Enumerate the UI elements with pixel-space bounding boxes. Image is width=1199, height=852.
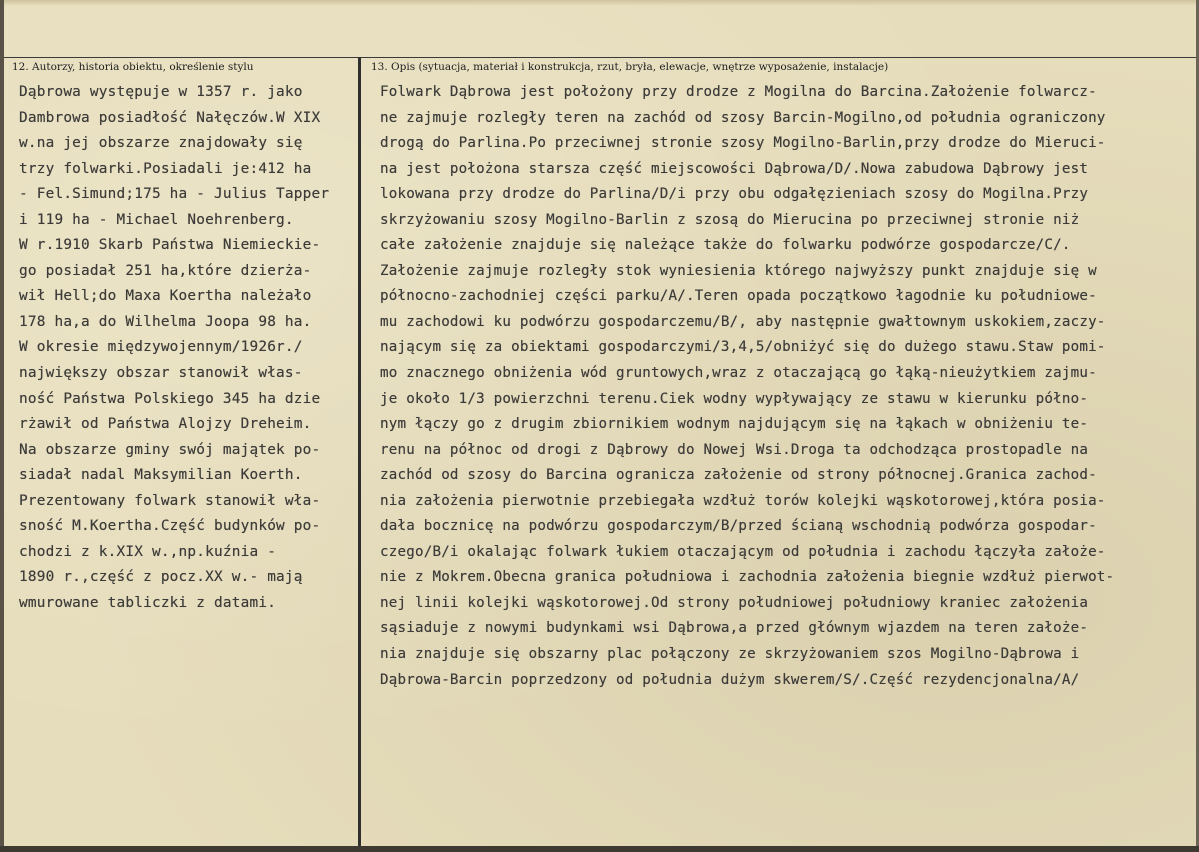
text-line: je około 1/3 powierzchni terenu.Ciek wodny wypływający ze stawu w kierunku półno- [380,390,1089,407]
text-line: mo znacznego obniżenia wód gruntowych,wraz z otaczającą go łąką-nieużytkiem zajmu- [380,365,1097,382]
text-line: sność M.Koertha.Część budynków po- [19,518,321,535]
section-13-heading: 13. Opis (sytuacja, materiał i konstrukcja, rzut, bryła, elewacje, wnętrze wyposażenie, instalacje) [371,61,889,73]
section-13-text [380,80,1192,693]
text-line: czego/B/i okalając folwark łukiem otaczającym od południa i zachodu łączyła założe- [380,543,1106,560]
text-line: nającym się za obiektami gospodarczymi/3,4,5/obniżyć się do dużego stawu.Staw pomi- [380,339,1106,356]
text-line: go posiadał 251 ha,które dzierża- [19,262,312,279]
text-line: - Fel.Simund;175 ha - Julius Tapper [19,186,330,203]
paper-edge-bottom [0,846,1199,852]
text-line: lokowana przy drodze do Parlina/D/i przy obu odgałęzieniach szosy do Mogilna.Przy [380,186,1089,203]
text-line: trzy folwarki.Posiadali je:412 ha [19,160,312,177]
form-top-rule [4,57,1196,58]
text-line: Folwark Dąbrowa jest położony przy drodze z Mogilna do Barcina.Założenie folwarcz- [380,84,1097,100]
text-line: nie z Mokrem.Obecna granica południowa i zachodnia założenia biegnie wzdłuż pierwot- [380,569,1115,586]
text-line: mu zachodowi ku podwórzu gospodarczemu/B/, aby następnie gwałtownym uskokiem,zaczy- [380,313,1106,330]
text-line: nej linii kolejki wąskotorowej.Od strony południowej południowy kraniec założenia [380,594,1089,611]
text-line: na jest położona starsza część miejscowości Dąbrowa/D/.Nowa zabudowa Dąbrowy jest [380,160,1089,177]
text-line: Prezentowany folwark stanowił wła- [19,492,321,509]
section-12-heading: 12. Autorzy, historia obiektu, określenie stylu [12,61,254,73]
text-line: wmurowane tabliczki z datami. [19,594,277,611]
text-line: całe założenie znajduje się należące także do folwarku podwórze gospodarcze/C/. [380,237,1071,254]
column-divider [358,57,361,846]
text-line: i 119 ha - Michael Noehrenberg. [19,211,294,228]
text-line: nia założenia pierwotnie przebiegała wzdłuż torów kolejki wąskotorowej,która posia- [380,492,1106,509]
text-line: w.na jej obszarze znajdowały się [19,135,303,152]
text-line: nia znajduje się obszarny plac połączony ze skrzyżowaniem szos Mogilno-Dąbrowa i [380,646,1080,663]
text-line: Dąbrowa-Barcin poprzedzony od południa dużym skwerem/S/.Część rezydencjonalna/A/ [380,671,1080,688]
paper-edge-left [0,0,4,852]
text-line: największy obszar stanowił włas- [19,365,303,382]
text-line: W okresie międzywojennym/1926r./ [19,339,303,356]
paper-edge-top [0,0,1199,6]
text-line: rżawił od Państwa Alojzy Dreheim. [19,416,312,433]
text-line: siadał nadal Maksymilian Koerth. [19,467,303,484]
text-line: 1890 r.,część z pocz.XX w.- mają [19,569,303,586]
text-line: Dambrowa posiadłość Nałęczów.W XIX [19,109,321,126]
text-line: Dąbrowa występuje w 1357 r. jako [19,84,303,100]
text-line: Założenie zajmuje rozległy stok wyniesienia którego najwyższy punkt znajduje się w [380,262,1097,279]
text-line: 178 ha,a do Wilhelma Joopa 98 ha. [19,313,312,330]
text-line: zachód od szosy do Barcina ogranicza założenie od strony północnej.Granica zachod- [380,467,1097,484]
text-line: ność Państwa Polskiego 345 ha dzie [19,390,321,407]
text-line: renu na północ od drogi z Dąbrowy do Nowej Wsi.Droga ta odchodząca prostopadle na [380,441,1089,458]
text-line: nym łączy go z drugim zbiornikiem wodnym najdującym się na łąkach w obniżeniu te- [380,416,1089,433]
text-line: drogą do Parlina.Po przeciwnej stronie szosy Mogilno-Barlin,przy drodze do Mieruci- [380,135,1106,152]
text-line: północno-zachodniej części parku/A/.Teren opada początkowo łagodnie ku południowe- [380,288,1097,305]
text-line: skrzyżowaniu szosy Mogilno-Barlin z szosą do Mierucina po przeciwnej stronie niż [380,211,1080,228]
text-line: dała bocznicę na podwórzu gospodarczym/B/przed ścianą wschodnią podwórza gospodar- [380,518,1097,535]
text-line: sąsiaduje z nowymi budynkami wsi Dąbrowa,a przed głównym wjazdem na teren założe- [380,620,1089,637]
section-12-text [19,80,357,616]
text-line: W r.1910 Skarb Państwa Niemieckie- [19,237,321,254]
text-line: ne zajmuje rozległy teren na zachód od szosy Barcin-Mogilno,od południa ograniczony [380,109,1106,126]
text-line: Na obszarze gminy swój majątek po- [19,441,321,458]
text-line: wił Hell;do Maxa Koertha należało [19,288,312,305]
text-line: chodzi z k.XIX w.,np.kuźnia - [19,543,277,560]
